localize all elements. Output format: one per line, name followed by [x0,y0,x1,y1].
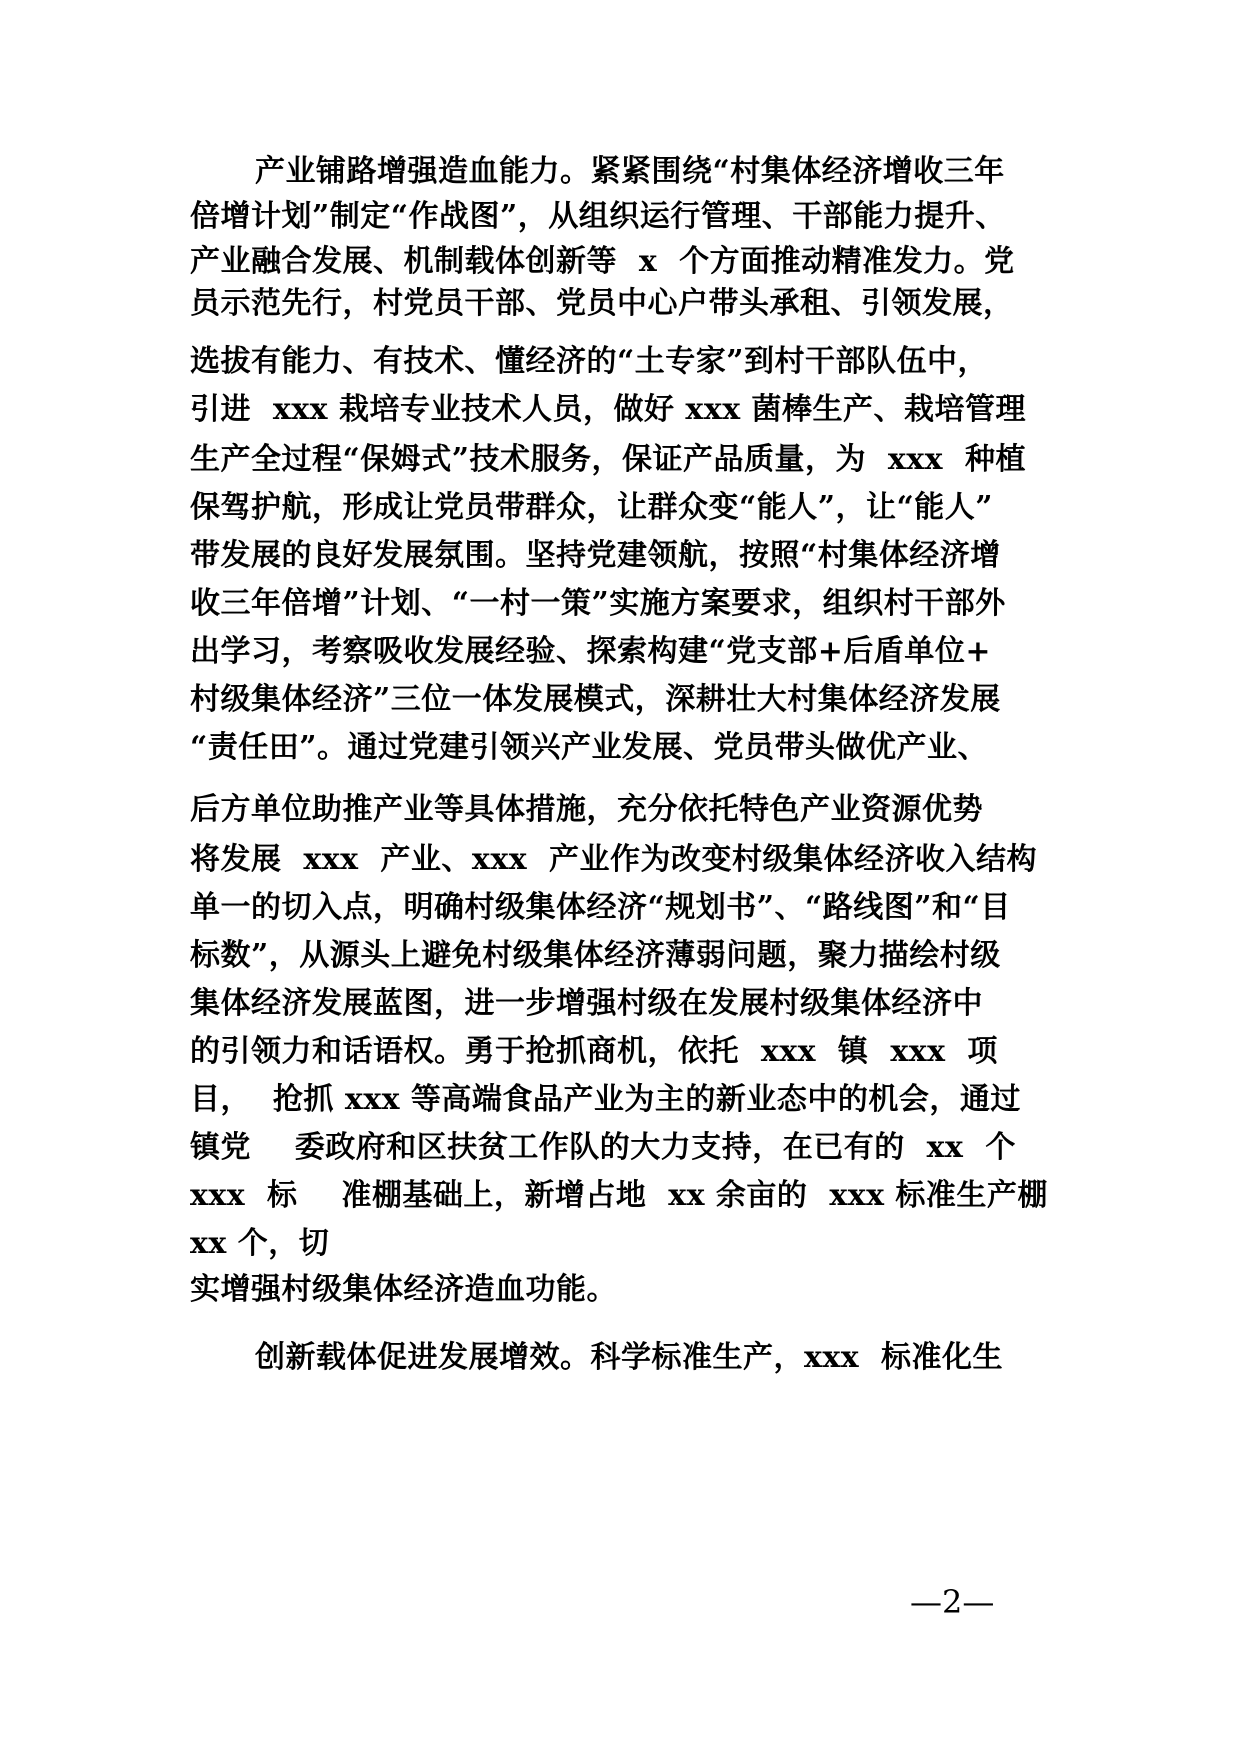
paragraph-1-line-17: 标数”，从源头上避免村级集体经济薄弱问题，聚力描绘村级 [190,938,1001,973]
paragraph-1-line-6: 引进 xxx 栽培专业技术人员，做好 xxx 菌棒生产、栽培管理 [190,392,1027,427]
paragraph-1-line-4: 员示范先行，村党员干部、党员中心户带头承租、引领发展， [190,286,1014,321]
paragraph-1-line-20: 目， 抢抓 xxx 等高端食品产业为主的新业态中的机会，通过 [190,1082,1021,1117]
paragraph-1-line-16: 单一的切入点，明确村级集体经济“规划书”、“路线图”和“目 [190,890,1011,925]
page-number: —2— [910,1583,995,1621]
paragraph-1-line-12: 村级集体经济”三位一体发展模式，深耕壮大村集体经济发展 [190,682,1001,717]
paragraph-1-line-11: 出学习，考察吸收发展经验、探索构建“党支部+后盾单位+ [190,634,992,669]
paragraph-1-line-18: 集体经济发展蓝图，进一步增强村级在发展村级集体经济中 [190,986,983,1021]
paragraph-2-line-1: 创新载体促进发展增效。科学标准生产，xxx 标准化生 [255,1340,1004,1375]
paragraph-1-line-21: 镇党 委政府和区扶贫工作队的大力支持，在已有的 xx 个 [190,1130,1016,1165]
paragraph-1-line-9: 带发展的良好发展氛围。坚持党建领航，按照“村集体经济增 [190,538,1001,573]
paragraph-1-line-5: 选拔有能力、有技术、懂经济的“土专家”到村干部队伍中， [190,344,989,379]
paragraph-1-line-10: 收三年倍增”计划、“一村一策”实施方案要求，组织村干部外 [190,586,1006,621]
paragraph-1-line-15: 将发展 xxx 产业、xxx 产业作为改变村级集体经济收入结构 [190,842,1037,877]
paragraph-1-line-8: 保驾护航，形成让党员带群众，让群众变“能人”，让“能人” [190,490,994,525]
paragraph-1-line-2: 倍增计划”制定“作战图”，从组织运行管理、干部能力提升、 [190,199,1006,234]
paragraph-1-line-14: 后方单位助推产业等具体措施，充分依托特色产业资源优势 [190,792,983,827]
paragraph-1-line-7: 生产全过程“保姆式”技术服务，保证产品质量，为 xxx 种植 [190,442,1026,477]
paragraph-1-line-19: 的引领力和话语权。勇于抢抓商机，依托 xxx 镇 xxx 项 [190,1034,998,1069]
paragraph-1-line-3: 产业融合发展、机制载体创新等 x 个方面推动精准发力。党 [190,244,1015,279]
paragraph-1-line-13: “责任田”。通过党建引领兴产业发展、党员带头做优产业、 [190,730,989,765]
paragraph-1-line-23: xx 个，切 [190,1226,330,1261]
paragraph-1-line-24: 实增强村级集体经济造血功能。 [190,1272,617,1307]
paragraph-1-line-1: 产业铺路增强造血能力。紧紧围绕“村集体经济增收三年 [255,154,1005,189]
paragraph-1-line-22: xxx 标 准棚基础上，新增占地 xx 余亩的 xxx 标准生产棚 [190,1178,1048,1213]
